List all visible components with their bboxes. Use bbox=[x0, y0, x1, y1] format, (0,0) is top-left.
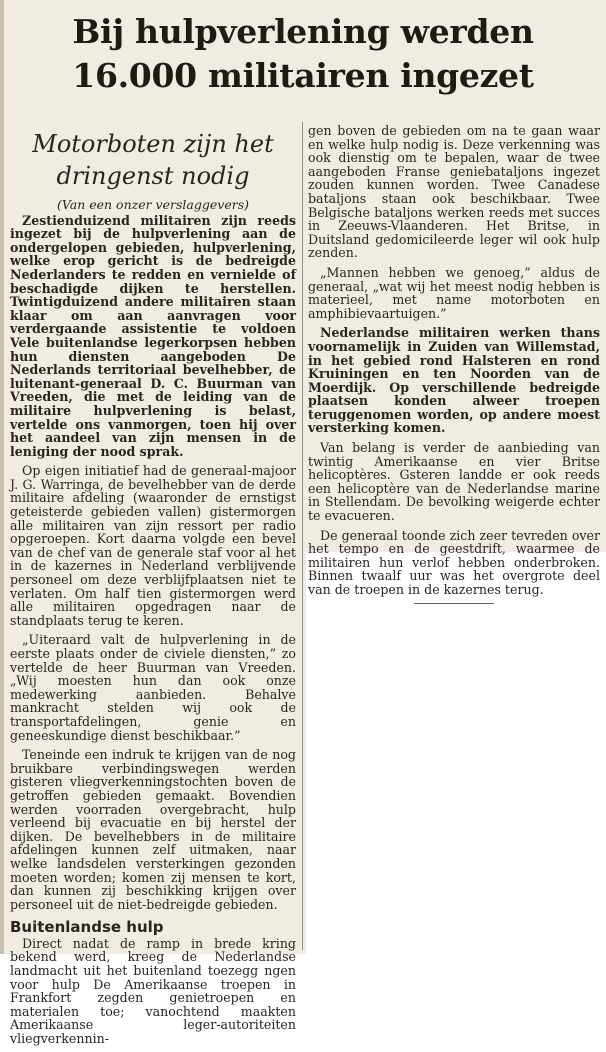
column-rule bbox=[302, 122, 303, 950]
paragraph: gen boven de gebieden om na te gaan waar en welke hulp nodig is. Deze verkenning was ook dienstig om te bepalen, waar de twee aangeboden Franse geniebataljons ingezet zouden kunnen worden. Twee Canadese bataljons staan ook beschikbaar. Twee Belgische bataljons werken reeds met succes in Zeeuws-Vlaanderen. Het Britse, in Duitsland gedomicileerde leger wil ook hulp zenden. bbox=[308, 123, 600, 261]
paragraph: Zestienduizend militairen zijn reeds ingezet bij de hulpverlening aan de ondergelopen gebieden, hulpverlening, welke erop gericht is de bedreigde Nederlanders te redden en vernielde of beschadigde dijken te herstellen. Twintigduizend andere militairen staan klaar om aan aanvragen voor verdergaande assistentie te voldoen Vele buitenlandse legerkorpsen hebben hun diensten aangeboden De Nederlands territoriaal bevelhebber, de luitenant-generaal D. C. Buurman van Vreeden, die met de leiding van de militaire hulpverlening is belast, vertelde ons vanmorgen, toen hij over het aandeel van zijn mensen in de leniging der nood sprak. bbox=[10, 212, 296, 459]
headline: Bij hulpverlening werden 16.000 militairen ingezet bbox=[72, 12, 534, 95]
subheadline: Motorboten zijn het dringenst nodig bbox=[32, 130, 274, 190]
paragraph: Van belang is verder de aanbieding van twintig Amerikaanse en vier Britse helicoptères. Gsteren landde er ook reeds een helicoptère van de Nederlandse marine in Stellendam. De bevolking weigerde echter te evacueren. bbox=[308, 440, 600, 524]
section-heading: Buitenlandse hulp bbox=[10, 918, 164, 937]
paragraph: Op eigen initiatief had de generaal-majoor J. G. Warringa, de bevelhebber van de derde militaire afdeling (waaronder de ernstigst geteisterde gebieden vallen) gistermorgen alle militairen van zijn ressort per radio opgeroepen. Kort daarna volgde een bevel van de chef van de generale staf voor al het in de kazernes in Nederland verblijvende personeel om deze verblijfplaatsen niet te verlaten. Om half tien gistermorgen werd alle militairen opgedragen naar de standplaats terug te keren. bbox=[10, 463, 296, 628]
paragraph: De generaal toonde zich zeer tevreden over het tempo en de geestdrift, waarmee de militairen hun verlof hebben onderbroken. Binnen twaalf uur was het overgrote deel van de troepen in de kazernes terug. bbox=[308, 527, 600, 597]
byline: (Van een onzer verslaggevers) bbox=[57, 197, 249, 212]
paragraph: Teneinde een indruk te krijgen van de nog bruikbare verbindingswegen werden gisteren vliegverkenningstochten boven de getroffen gebieden gemaakt. Bovendien werden voorraden overgebracht, hulp verleend bij evacuatie en bij herstel der dijken. De bevelhebbers in de militaire afdelingen kunnen zelf uitmaken, naar welke landsdelen versterkingen gezonden moeten worden; komen zij mensen te kort, dan kunnen zij beschikking krijgen over personeel uit de niet-bedreigde gebieden. bbox=[10, 747, 296, 912]
paragraph: „Uiteraard valt de hulpverlening in de eerste plaats onder de civiele diensten,” zo vertelde de heer Buurman van Vreeden. „Wij moesten hun dan ook onze medewerking aanbieden. Behalve mankracht stelden wij ook de transportafdelingen, genie en geneeskundige dienst beschikbaar.” bbox=[10, 632, 296, 743]
paragraph: Direct nadat de ramp in brede kring bekend werd, kreeg de Nederlandse landmacht uit het buitenland toezegg ngen voor hulp De Amerikaanse troepen in Frankfort zegden genietroepen en materialen toe; vanochtend maakten Amerikaanse leger-autoriteiten vliegverkennin- bbox=[10, 935, 296, 1047]
right-column bbox=[308, 124, 600, 604]
left-column bbox=[10, 124, 296, 1052]
paragraph: Nederlandse militairen werken thans voornamelijk in Zuiden van Willemstad, in het gebied rond Halsteren en rond Kruiningen en ten Noorden van de Moerdijk. Op verschillende bedreigde plaatsen konden alweer troepen teruggenomen worden, op andere moest versterking komen. bbox=[308, 325, 600, 436]
clipping-edge bbox=[0, 0, 4, 954]
end-rule bbox=[414, 603, 494, 604]
paragraph: „Mannen hebben we genoeg,” aldus de generaal, „wat wij het meest nodig hebben is materieel, met name motorboten en amphibievaartuigen.” bbox=[308, 264, 600, 321]
